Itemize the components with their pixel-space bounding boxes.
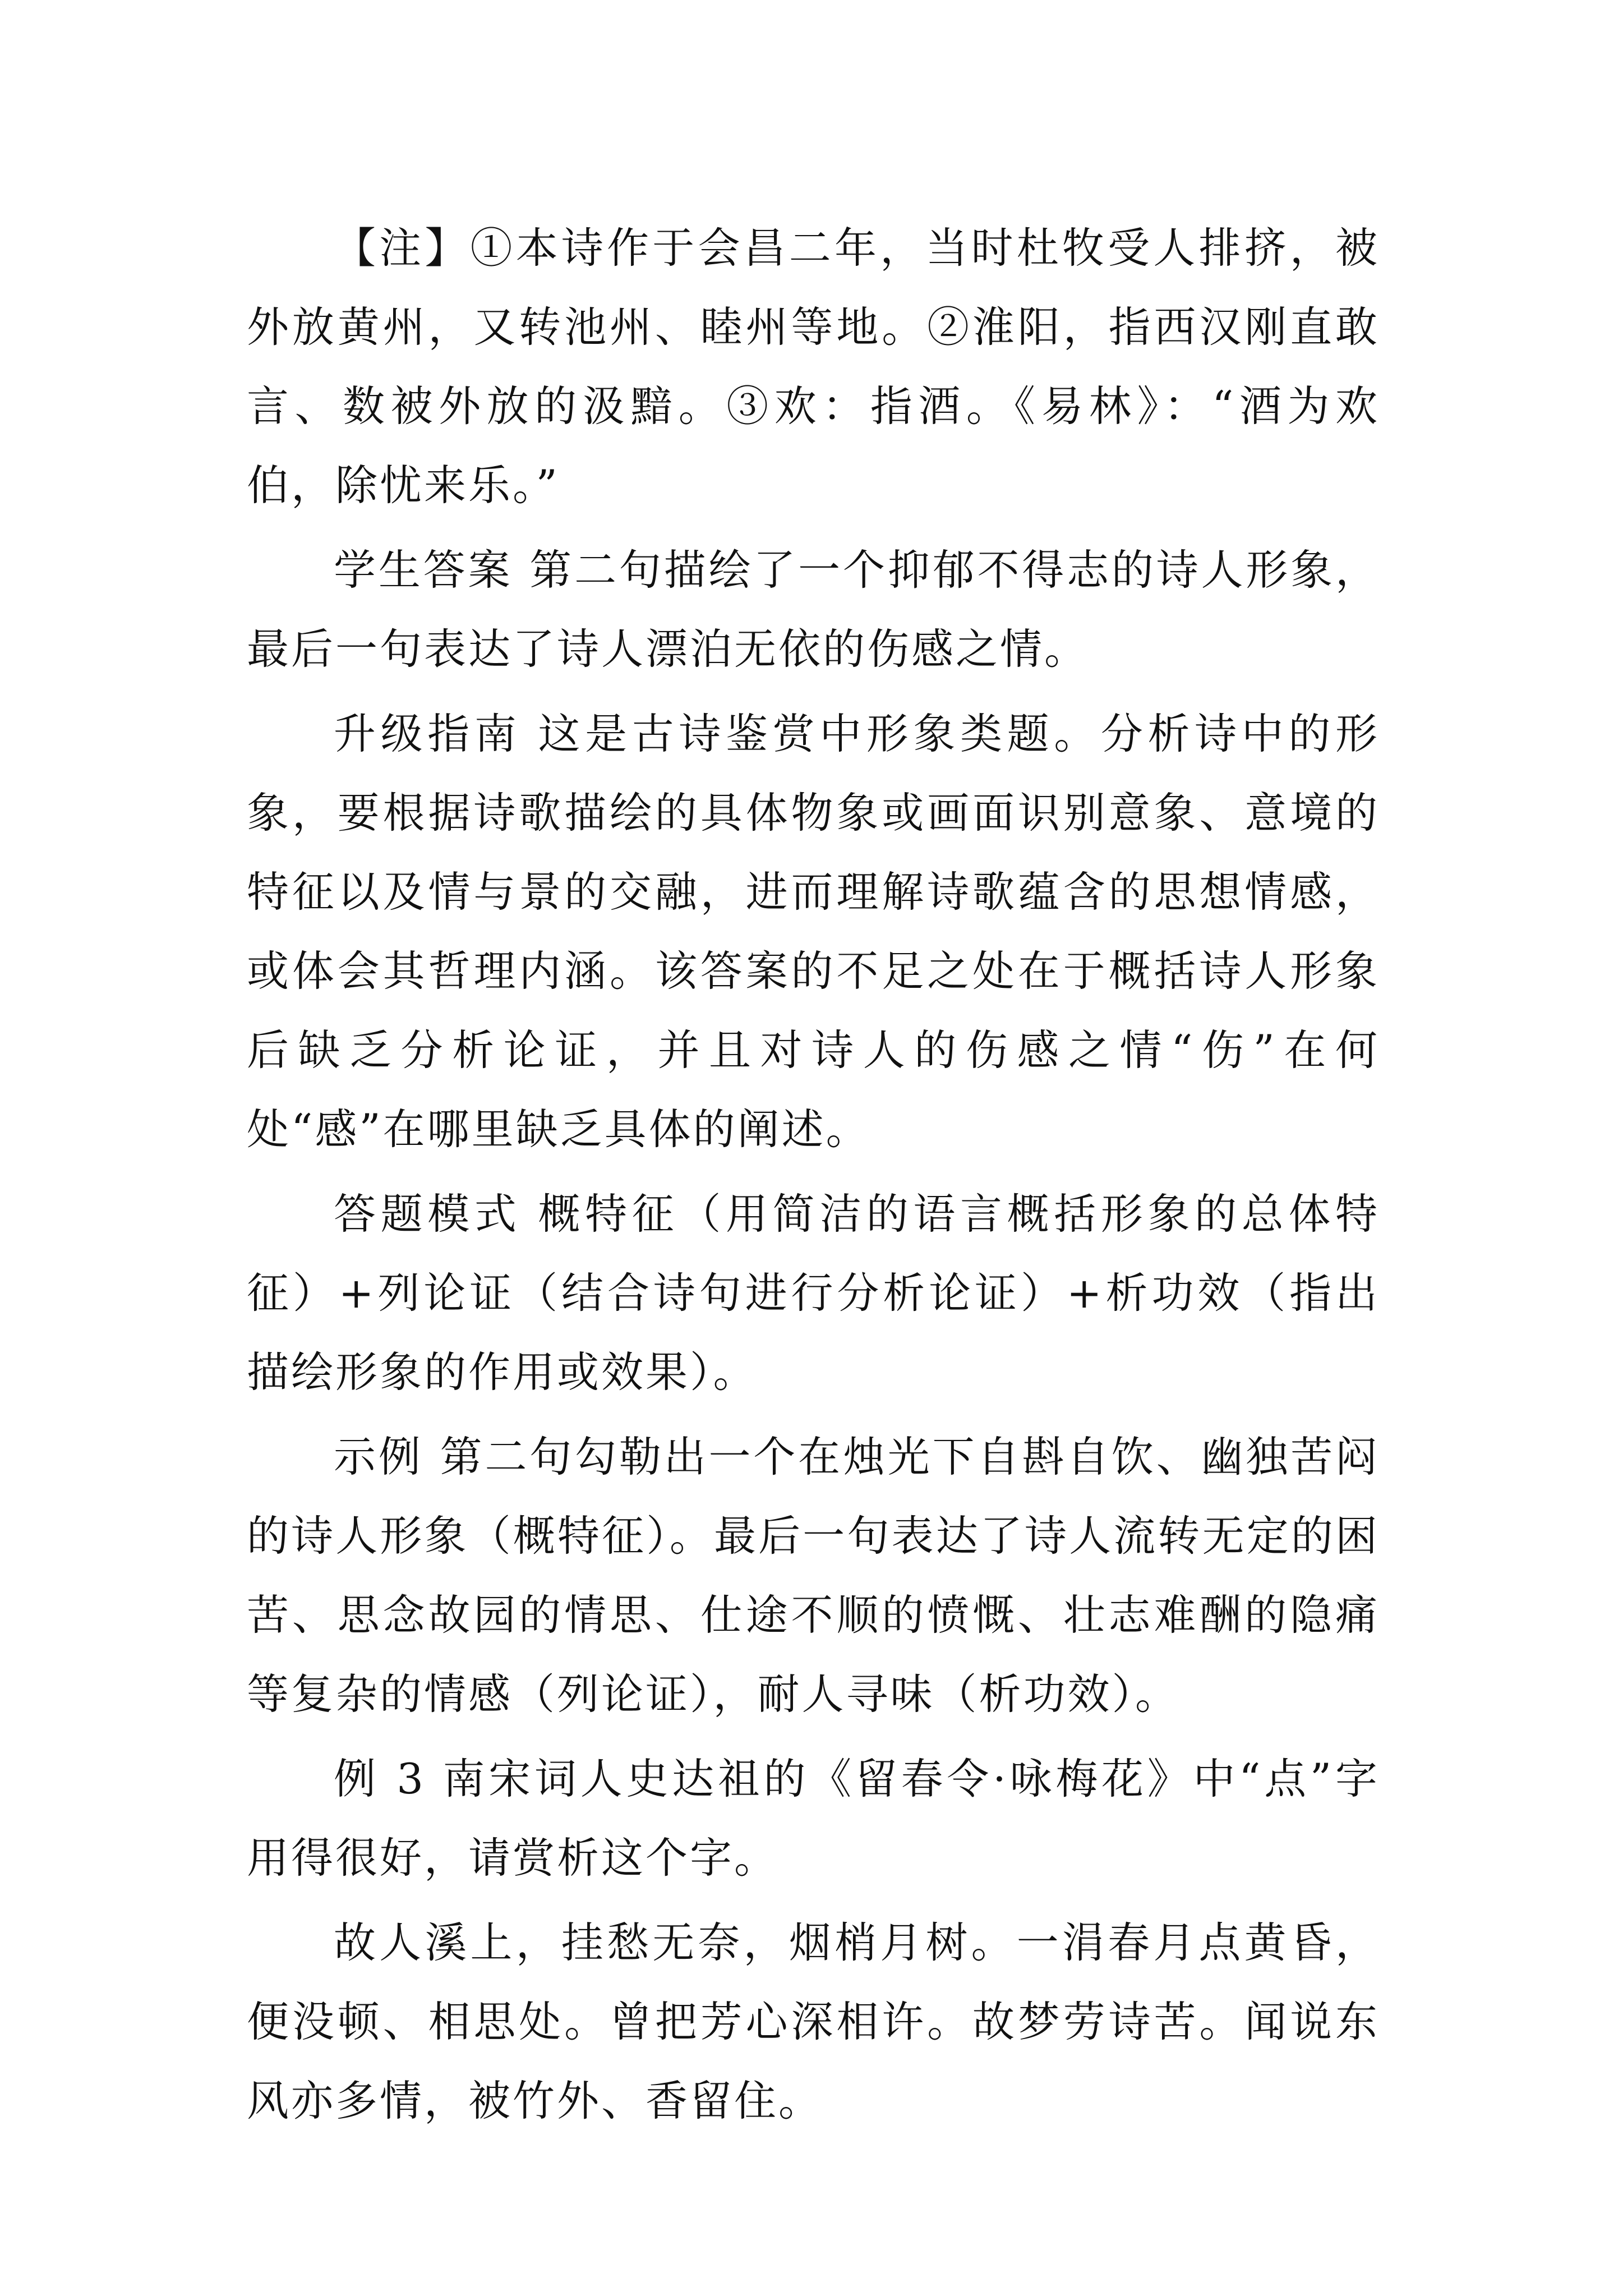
example-text: 第二句勾勒出一个在烛光下自斟自饮、幽独苦闷的诗人形象（概特征）。最后一句表达了诗人流转无定的困苦、思念故园的情思、仕途不顺的愤慨、壮志难酬的隐痛等复杂的情感（列论证），耐人寻味（析功效）。	[247, 1432, 1380, 1719]
note-text: 【注】①本诗作于会昌二年，当时杜牧受人排挤，被外放黄州，又转池州、睦州等地。②淮阳，指西汉刚直敢言、数被外放的汲黯。③欢：指酒。《易林》：“酒为欢伯，除忧来乐。”	[247, 223, 1380, 510]
question-3-paragraph	[247, 1740, 1380, 1898]
student-answer-text: 第二句描绘了一个抑郁不得志的诗人形象，最后一句表达了诗人漂泊无依的伤感之情。	[247, 545, 1380, 674]
note-paragraph	[247, 209, 1380, 525]
document-body	[247, 209, 1380, 2141]
example-label: 示例	[334, 1432, 423, 1481]
example-paragraph	[247, 1418, 1380, 1734]
poem-text: 故人溪上，挂愁无奈，烟梢月树。一涓春月点黄昏，便没顿、相思处。曾把芳心深相许。故梦劳诗苦。闻说东风亦多情，被竹外、香留住。	[247, 1918, 1380, 2125]
answer-pattern-paragraph	[247, 1175, 1380, 1412]
student-answer-label: 学生答案	[334, 545, 513, 595]
answer-pattern-text: 概特征（用简洁的语言概括形象的总体特征）+列论证（结合诗句进行分析论证）+析功效（指出描绘形象的作用或效果）。	[247, 1189, 1380, 1397]
student-answer-paragraph	[247, 531, 1380, 689]
answer-pattern-label: 答题模式	[334, 1189, 522, 1239]
question-3-text: 例 3 南宋词人史达祖的《留春令·咏梅花》中“点”字用得很好，请赏析这个字。	[247, 1754, 1380, 1883]
upgrade-guide-text: 这是古诗鉴赏中形象类题。分析诗中的形象，要根据诗歌描绘的具体物象或画面识别意象、意境的特征以及情与景的交融，进而理解诗歌蕴含的思想情感，或体会其哲理内涵。该答案的不足之处在于概括诗人形象后缺乏分析论证，并且对诗人的伤感之情“伤”在何处“感”在哪里缺乏具体的阐述。	[247, 709, 1380, 1154]
upgrade-guide-label: 升级指南	[334, 709, 522, 758]
poem-paragraph	[247, 1903, 1380, 2141]
upgrade-guide-paragraph	[247, 694, 1380, 1169]
